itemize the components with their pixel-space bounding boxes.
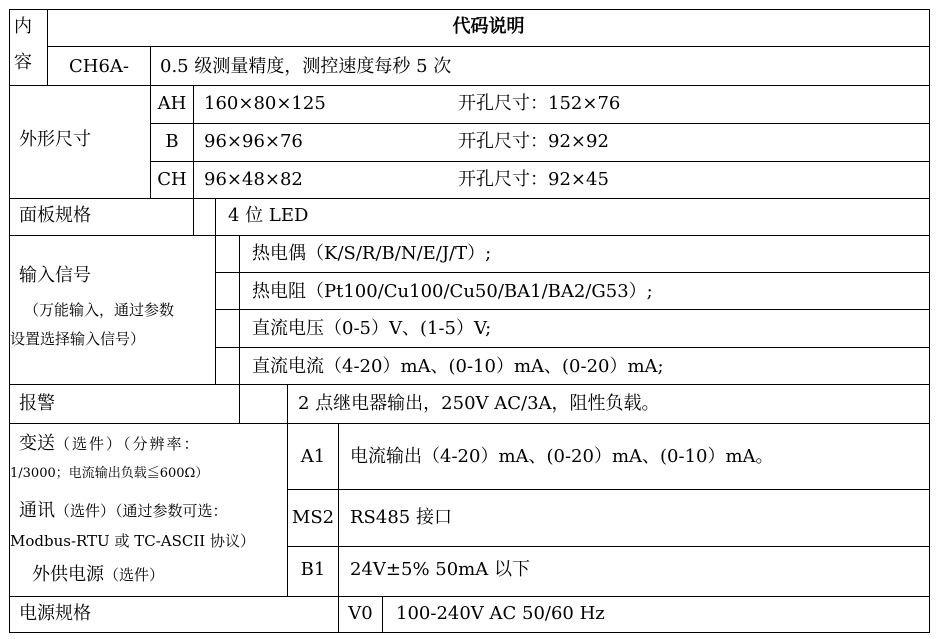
power-output-option: [32, 564, 164, 587]
input-item: 热电偶（K/S/R/B/N/E/J/T）;: [252, 243, 492, 264]
table-border-right: [929, 9, 930, 633]
grid-line: [150, 123, 930, 124]
dimension-code: AH: [157, 93, 187, 114]
grid-line: [9, 423, 930, 424]
dimension-size: 96×96×76: [204, 131, 303, 152]
comm-option: [19, 500, 228, 523]
power-output-note: （选件）: [104, 566, 165, 584]
input-note-line-1: （万能输入，通过参数: [24, 301, 175, 319]
input-label: 输入信号: [19, 265, 91, 286]
table-title: 代码说明: [452, 16, 525, 37]
grid-line: [9, 235, 930, 236]
grid-line: [287, 489, 930, 490]
option-code: A1: [300, 446, 326, 467]
dimensions-label: 外形尺寸: [19, 129, 91, 150]
input-note-line-2: 设置选择输入信号）: [10, 330, 146, 348]
grid-line: [239, 235, 240, 424]
transmit-note: （选件）（分辨率：: [55, 435, 201, 453]
comm-detail: Modbus-RTU 或 TC-ASCII 协议）: [10, 532, 255, 550]
panel-label: 面板规格: [19, 205, 91, 226]
option-code: MS2: [291, 507, 335, 528]
grid-line: [215, 272, 930, 273]
dimension-cutout: 开孔尺寸：152×76: [458, 93, 621, 114]
grid-line: [287, 546, 930, 547]
dimension-cutout: 开孔尺寸：92×92: [458, 131, 609, 152]
input-item: 热电阻（Pt100/Cu100/Cu50/BA1/BA2/G53）;: [252, 281, 653, 302]
dimension-code: CH: [157, 169, 187, 190]
comm-title: 通讯: [19, 500, 55, 521]
grid-line: [215, 198, 216, 385]
input-item: 直流电流（4-20）mA、(0-10）mA、(0-20）mA;: [252, 356, 664, 377]
grid-line: [47, 46, 930, 47]
grid-line: [215, 309, 930, 310]
grid-line: [382, 596, 383, 633]
grid-line: [215, 347, 930, 348]
input-item: 直流电压（0-5）V、(1-5）V;: [252, 318, 492, 339]
grid-line: [193, 85, 194, 236]
option-code: B1: [300, 559, 326, 580]
power-label: 电源规格: [19, 603, 91, 624]
option-value: 24V±5% 50mA 以下: [350, 559, 530, 580]
table-border-top: [9, 9, 930, 10]
grid-line: [9, 85, 930, 86]
transmit-option: [19, 433, 201, 456]
transmit-detail: 1/3000；电流输出负载≦600Ω）: [10, 466, 209, 481]
grid-line: [9, 384, 930, 385]
grid-line: [338, 423, 339, 633]
model-code: CH6A-: [68, 56, 129, 77]
header-label-rong: 容: [14, 52, 32, 73]
grid-line: [9, 596, 930, 597]
comm-note: （选件）（通过参数可选：: [55, 502, 228, 520]
transmit-title: 变送: [19, 433, 55, 454]
panel-value: 4 位 LED: [228, 205, 309, 226]
header-label-nei: 内: [14, 16, 32, 37]
dimension-size: 160×80×125: [204, 93, 326, 114]
alarm-label: 报警: [19, 393, 55, 414]
dimension-code: B: [165, 131, 179, 152]
power-output-title: 外供电源: [32, 564, 104, 585]
power-code: V0: [348, 603, 373, 624]
grid-line: [9, 198, 930, 199]
table-border-bottom: [9, 632, 930, 633]
grid-line: [150, 161, 930, 162]
power-value: 100-240V AC 50/60 Hz: [396, 603, 605, 624]
model-description: 0.5 级测量精度，测控速度每秒 5 次: [160, 56, 452, 77]
option-value: RS485 接口: [350, 507, 452, 528]
dimension-size: 96×48×82: [204, 169, 303, 190]
option-value: 电流输出（4-20）mA、(0-20）mA、(0-10）mA。: [350, 446, 774, 467]
dimension-cutout: 开孔尺寸：92×45: [458, 169, 609, 190]
alarm-value: 2 点继电器输出，250V AC/3A，阻性负载。: [298, 393, 660, 414]
